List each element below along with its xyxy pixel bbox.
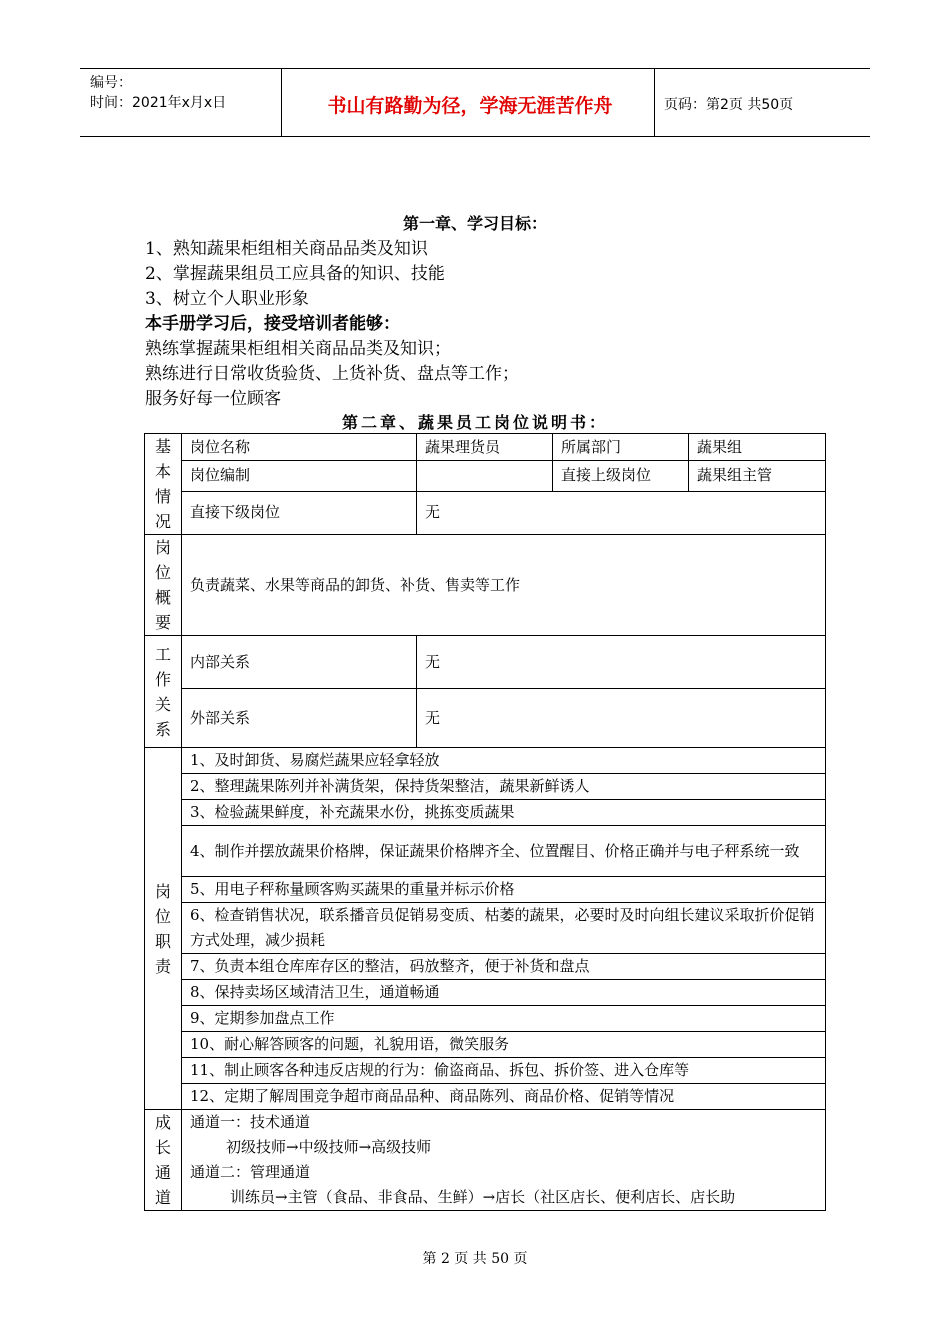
goal-item: 2、掌握蔬果组员工应具备的知识、技能 xyxy=(145,264,445,284)
section-header-duties: 岗 位 职 责 xyxy=(145,748,182,1110)
dept-label: 所属部门 xyxy=(553,434,689,461)
section-header-overview: 岗 位 概 要 xyxy=(145,535,182,636)
external-relation-value: 无 xyxy=(417,689,826,748)
internal-relation-value: 无 xyxy=(417,636,826,689)
superior-label: 直接上级岗位 xyxy=(553,461,689,491)
post-name-value: 蔬果理货员 xyxy=(417,434,553,461)
goal-item: 3、树立个人职业形象 xyxy=(145,289,309,309)
duty-item: 8、保持卖场区域清洁卫生，通道畅通 xyxy=(182,980,826,1006)
page-header xyxy=(80,68,870,137)
header-page-number: 页码：第2页 共50页 xyxy=(664,97,794,113)
ability-item: 服务好每一位顾客 xyxy=(145,389,281,409)
staffing-value xyxy=(417,461,553,491)
internal-relation-label: 内部关系 xyxy=(182,636,417,689)
superior-value: 蔬果组主管 xyxy=(689,461,826,491)
external-relation-label: 外部关系 xyxy=(182,689,417,748)
mgmt-channel-path: 训练员→主管（食品、非食品、生鲜）→店长（社区店长、便利店长、店长助 xyxy=(230,1188,736,1206)
section-header-basic: 基 本 情 况 xyxy=(145,434,182,535)
subordinate-label: 直接下级岗位 xyxy=(182,491,417,534)
duty-item: 11、制止顾客各种违反店规的行为：偷盗商品、拆包、拆价签、进入仓库等 xyxy=(182,1058,826,1084)
ability-item: 熟练进行日常收货验货、上货补货、盘点等工作； xyxy=(145,364,519,384)
duty-item: 12、定期了解周围竞争超市商品品种、商品陈列、商品价格、促销等情况 xyxy=(182,1084,826,1110)
header-meta xyxy=(90,73,226,113)
staffing-label: 岗位编制 xyxy=(182,461,417,491)
duty-item: 2、整理蔬果陈列并补满货架，保持货架整洁，蔬果新鲜诱人 xyxy=(182,774,826,800)
ability-item: 熟练掌握蔬果柜组相关商品品类及知识； xyxy=(145,339,451,359)
header-time: 时间：2021年x月x日 xyxy=(90,95,227,111)
subordinate-value: 无 xyxy=(417,491,826,534)
chapter1-title: 第一章、学习目标： xyxy=(402,214,547,233)
overview-text: 负责蔬菜、水果等商品的卸货、补货、售卖等工作 xyxy=(182,535,826,636)
post-name-label: 岗位名称 xyxy=(182,434,417,461)
duty-item: 1、及时卸货、易腐烂蔬果应轻拿轻放 xyxy=(182,748,826,774)
header-divider xyxy=(281,69,282,136)
section-header-growth: 成 长 通 道 xyxy=(145,1110,182,1211)
growth-channels xyxy=(182,1110,826,1211)
job-description-table xyxy=(144,433,826,1211)
header-motto: 书山有路勤为径，学海无涯苦作舟 xyxy=(327,95,613,117)
after-training-heading: 本手册学习后，接受培训者能够： xyxy=(145,314,400,334)
duty-item: 5、用电子秤称量顾客购买蔬果的重量并标示价格 xyxy=(182,877,826,903)
duty-item: 7、负责本组仓库库存区的整洁，码放整齐，便于补货和盘点 xyxy=(182,954,826,980)
page-footer: 第 2 页 共 50 页 xyxy=(422,1251,528,1267)
duty-item: 10、耐心解答顾客的问题，礼貌用语，微笑服务 xyxy=(182,1032,826,1058)
chapter2-title: 第二章、蔬果员工岗位说明书： xyxy=(341,413,608,432)
dept-value: 蔬果组 xyxy=(689,434,826,461)
goal-item: 1、熟知蔬果柜组相关商品品类及知识 xyxy=(145,239,428,259)
duty-item: 4、制作并摆放蔬果价格牌，保证蔬果价格牌齐全、位置醒目、价格正确并与电子秤系统一致 xyxy=(182,826,826,877)
duty-item: 9、定期参加盘点工作 xyxy=(182,1006,826,1032)
tech-channel-title: 通道一：技术通道 xyxy=(190,1113,311,1131)
duty-item: 6、检查销售状况，联系播音员促销易变质、枯萎的蔬果，必要时及时向组长建议采取折价促销方式处理，减少损耗 xyxy=(182,903,826,954)
mgmt-channel-title: 通道二：管理通道 xyxy=(190,1163,311,1181)
tech-channel-path: 初级技师→中级技师→高级技师 xyxy=(226,1138,432,1156)
header-number: 编号： xyxy=(90,75,132,91)
duty-item: 3、检验蔬果鲜度，补充蔬果水份，挑拣变质蔬果 xyxy=(182,800,826,826)
section-header-relations: 工 作 关 系 xyxy=(145,636,182,748)
